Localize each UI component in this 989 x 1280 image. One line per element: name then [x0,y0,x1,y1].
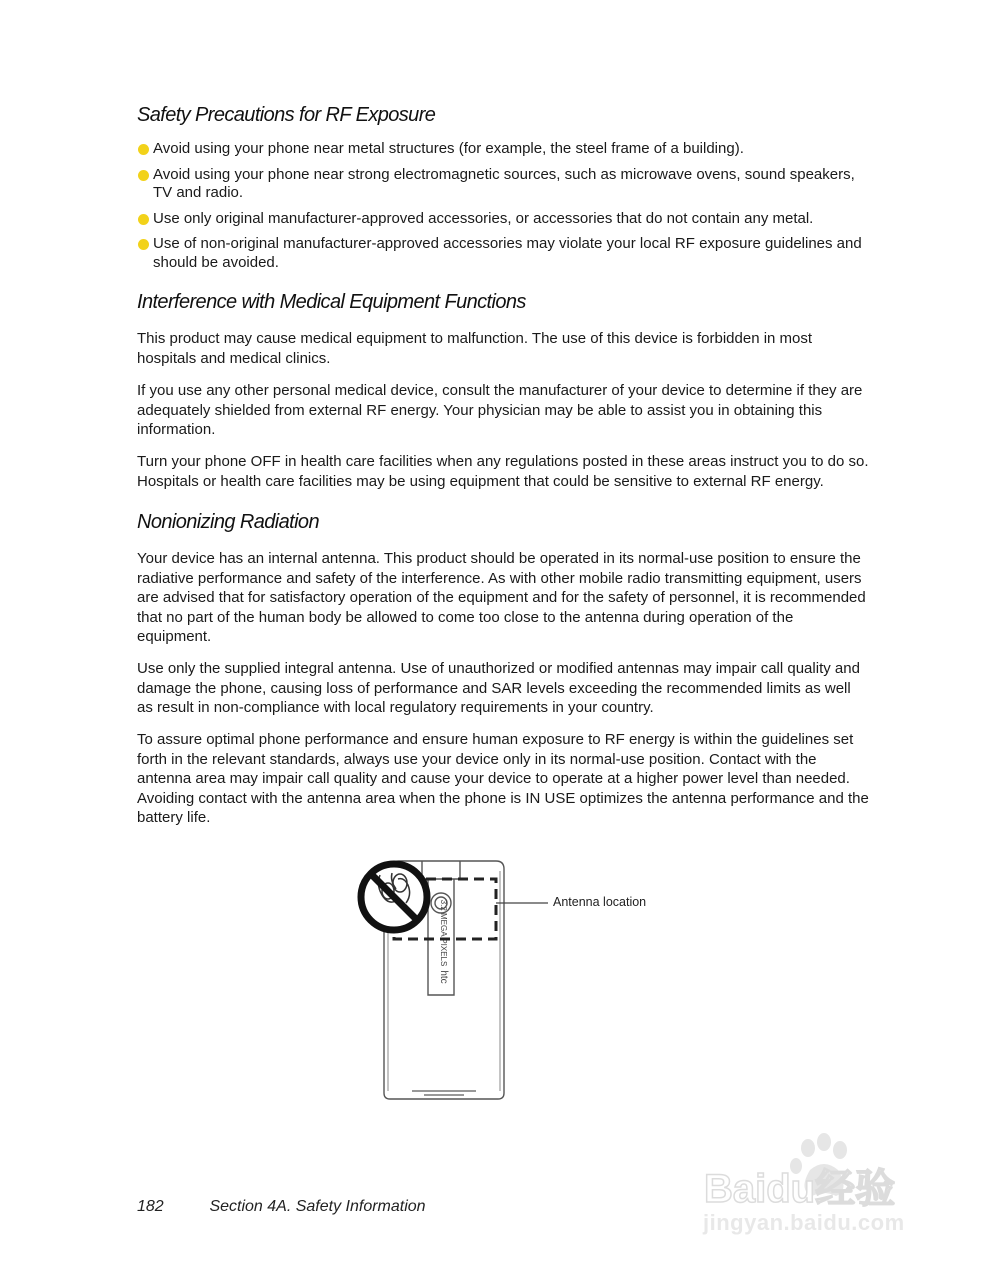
medical-paragraph-1: This product may cause medical equipment to malfunction. The use of this device is forbidden in most hospitals and medical clinics. [137,330,813,367]
heading-rf-exposure: Safety Precautions for RF Exposure [137,104,436,126]
list-item [137,235,869,272]
medical-paragraph-2: If you use any other personal medical device, consult the manufacturer of your device to determine if they are adequately shielded from external RF energy. Your physician may be able to assist you in obtaining this information. [137,382,863,438]
phone-antenna-illustration [352,855,672,1105]
list-item [137,210,869,229]
watermark-url: jingyan.baidu.com [703,1210,905,1235]
heading-nonionizing-radiation: Nonionizing Radiation [137,511,319,533]
bullet-dot-icon [138,214,149,225]
bullet-dot-icon [138,239,149,250]
bullet-text: Use only original manufacturer-approved accessories, or accessories that do not contain any metal. [153,209,814,227]
rf-bullet-list [137,140,869,279]
section-title: Section 4A. Safety Information [209,1198,426,1215]
page-footer [137,1198,426,1216]
bullet-text: Avoid using your phone near metal structures (for example, the steel frame of a building). [153,140,744,157]
bullet-text: Avoid using your phone near strong electromagnetic sources, such as microwave ovens, sound speakers, TV and radio. [153,165,855,201]
bullet-dot-icon [138,144,149,155]
nonionizing-paragraph-2: Use only the supplied integral antenna. Use of unauthorized or modified antennas may impair call quality and damage the phone, causing loss of performance and SAR levels exceeding the recommended limits as well as result in non-compliance with local regulatory requirements in your country. [137,660,860,716]
list-item [137,140,869,159]
nonionizing-paragraph-3: To assure optimal phone performance and ensure human exposure to RF energy is within the guidelines set forth in the relevant standards, always use your device only in its normal-use position. Contact with the antenna area may impair call quality and cause your device to operate at a higher power level than needed. Avoiding contact with the antenna area when the phone is IN USE optimizes the antenna performance and the battery life. [137,731,869,826]
watermark-brand: Baidu经验 [704,1167,896,1211]
list-item [137,166,869,203]
page-number: 182 [137,1198,164,1215]
phone-logo: htc [438,970,449,984]
medical-paragraph-3: Turn your phone OFF in health care facilities when any regulations posted in these areas instruct you to do so. Hospitals or health care facilities may be using equipment that could be sensitive to external RF energy. [137,453,869,490]
antenna-location-label: Antenna location [553,895,647,909]
nonionizing-paragraph-1: Your device has an internal antenna. This product should be operated in its normal-use position to ensure the radiative performance and safety of the interference. As with other mobile radio transmitting equipment, users are advised that for satisfactory operation of the equipment and for the safety of personnel, it is recommended that no part of the human body be allowed to come too close to the antenna during operation of the equipment. [137,550,866,645]
lens-label: 3.2 MEGA PIXELS [439,899,448,967]
bullet-dot-icon [138,170,149,181]
bullet-text: Use of non-original manufacturer-approved accessories may violate your local RF exposure guidelines and should be avoided. [153,235,862,271]
heading-medical-interference: Interference with Medical Equipment Functions [137,291,526,313]
no-touch-icon [361,864,427,930]
